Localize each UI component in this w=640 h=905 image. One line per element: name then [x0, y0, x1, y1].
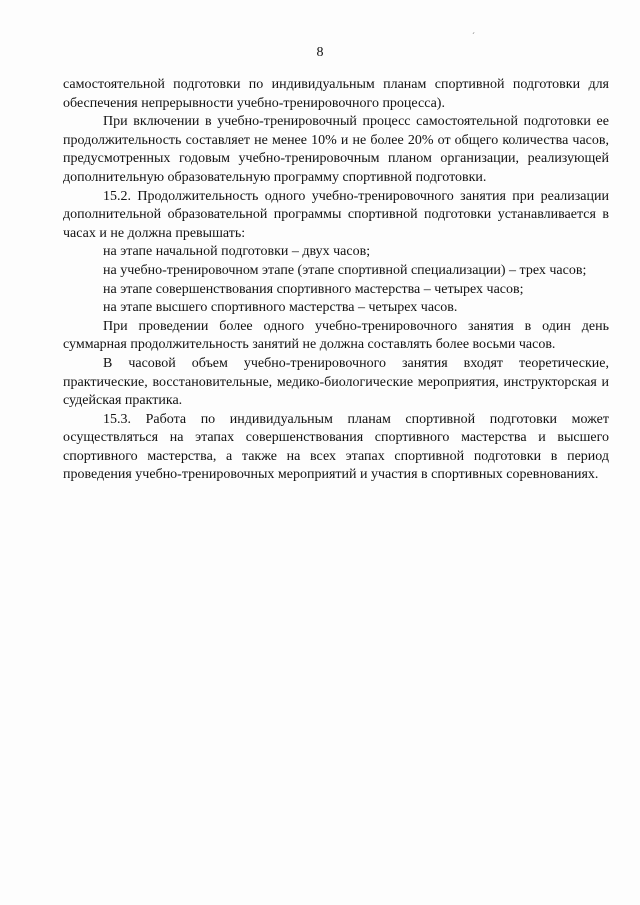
list-item-initial-stage: на этапе начальной подготовки – двух часов;: [103, 244, 371, 260]
paragraph-continuation: самостоятельной подготовки по индивидуальным планам спортивной подготовки для обеспечения непрерывности учебно-тренировочного процесса).: [63, 77, 609, 111]
paragraph-session-content: В часовой объем учебно-тренировочного занятия входят теоретические, практические, восстановительные, медико-биологические мероприятия, инструкторская и судейская практика.: [63, 355, 609, 409]
list-item-improvement-stage: на этапе совершенствования спортивного мастерства – четырех часов;: [103, 281, 524, 297]
scan-mark: ´: [472, 31, 475, 41]
list-item-training-stage: на учебно-тренировочном этапе (этапе спортивной специализации) – трех часов;: [103, 262, 587, 278]
paragraph-15-2: 15.2. Продолжительность одного учебно-тренировочного занятия при реализации дополнительной образовательной программы спортивной подготовки устанавливается в часах и не должна превышать:: [63, 188, 609, 241]
paragraph-self-training: При включении в учебно-тренировочный процесс самостоятельной подготовки ее продолжительность составляет не менее 10% и не более 20% от общего количества часов, предусмотренных годовым учебно-тренировочным планом организации, реализующей дополнительную образовательную программу спортивной подготовки.: [63, 114, 609, 185]
paragraph-daily-limit: При проведении более одного учебно-тренировочного занятия в один день суммарная продолжительность занятий не должна составлять более восьми часов.: [63, 318, 609, 353]
document-body: [63, 76, 609, 485]
list-item-highest-stage: на этапе высшего спортивного мастерства – четырех часов.: [103, 300, 458, 316]
page-number: 8: [316, 45, 324, 60]
paragraph-15-3: 15.3. Работа по индивидуальным планам спортивной подготовки может осуществляться на этапах совершенствования спортивного мастерства и высшего спортивного мастерства, а также на всех этапах спортивной подготовки в период проведения учебно-тренировочных мероприятий и участия в спортивных соревнованиях.: [63, 411, 609, 483]
